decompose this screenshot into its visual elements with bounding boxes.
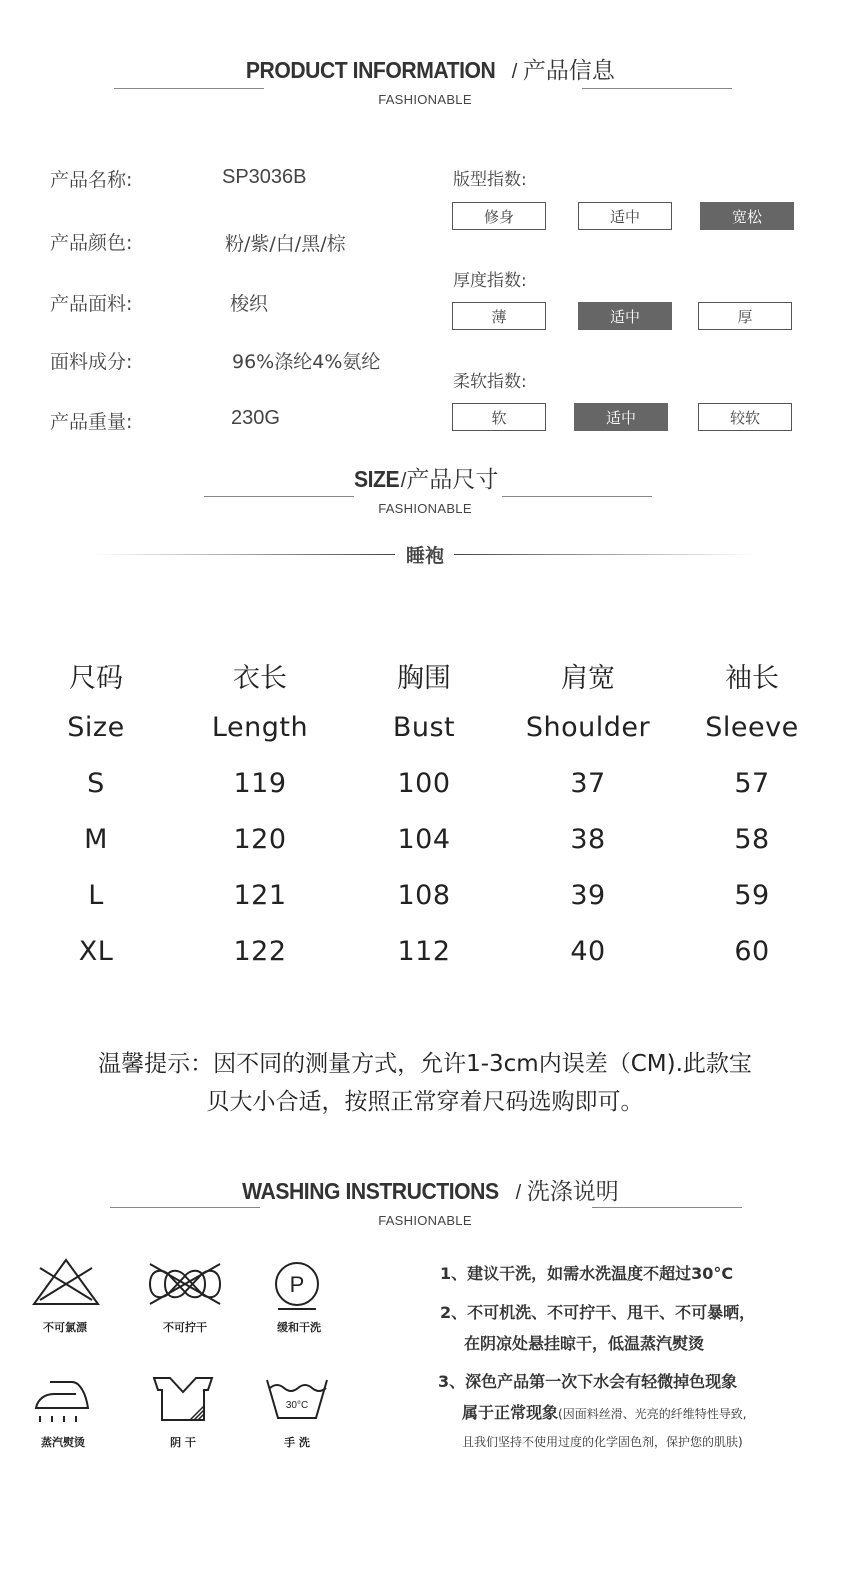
header-rule-right (582, 88, 732, 89)
table-header-cn: 袖长 (725, 663, 779, 694)
table-cell: 40 (570, 936, 606, 967)
table-cell: 104 (397, 824, 451, 855)
table-cell: 121 (233, 880, 287, 911)
washing-title-en: WASHING INSTRUCTIONS (242, 1178, 499, 1204)
table-cell: S (87, 768, 105, 799)
header-rule-left (114, 88, 264, 89)
measurement-tip-line1: 温馨提示：因不同的测量方式，允许1-3cm内误差（CM).此款宝 (98, 1051, 752, 1077)
size-title-cn: 产品尺寸 (406, 467, 499, 493)
table-header-en: Sleeve (705, 712, 799, 743)
table-header-en: Size (67, 712, 125, 743)
fit-index-label: 版型指数: (453, 170, 527, 190)
info-label-weight: 产品重量: (50, 411, 133, 433)
wash-note-3b (462, 1400, 747, 1423)
table-cell: 57 (734, 768, 770, 799)
wash-note-3b-main: 属于正常现象 (462, 1403, 559, 1422)
title-separator: / (506, 61, 523, 83)
washing-rule-left (110, 1207, 260, 1208)
washing-title-cn: 洗涤说明 (526, 1179, 619, 1205)
wash-note-2b: 在阴凉处悬挂晾干，低温蒸汽熨烫 (464, 1334, 705, 1353)
wash-note-1: 1、建议干洗，如需水洗温度不超过30°C (440, 1264, 734, 1283)
product-info-title-cn: 产品信息 (522, 58, 615, 84)
product-info-subtitle: FASHIONABLE (378, 92, 472, 107)
softness-option-soft: 软 (452, 403, 546, 431)
no-wring-icon (144, 1262, 226, 1306)
softness-index-label: 柔软指数: (453, 372, 527, 392)
table-header-cn: 尺码 (69, 663, 123, 694)
category-label: 睡袍 (405, 545, 444, 567)
info-value-composition: 96%涤纶4%氨纶 (232, 351, 381, 373)
info-value-color: 粉/紫/白/黑/棕 (225, 233, 346, 255)
wash-note-3c (462, 1431, 743, 1450)
table-cell: 59 (734, 880, 770, 911)
table-header-cn: 胸围 (397, 663, 451, 694)
thickness-option-thick: 厚 (698, 302, 792, 330)
softness-option-softer: 较软 (698, 403, 792, 431)
wash-caption: 不可拧干 (163, 1321, 207, 1334)
size-title-en: SIZE (353, 466, 399, 492)
info-label-color: 产品颜色: (50, 232, 133, 254)
info-label-composition: 面料成分: (50, 351, 133, 373)
washing-rule-right (592, 1207, 742, 1208)
info-value-name: SP3036B (222, 166, 307, 188)
info-value-fabric: 梭织 (230, 293, 269, 315)
measurement-tip-line2: 贝大小合适，按照正常穿着尺码选购即可。 (206, 1089, 644, 1115)
table-cell: 37 (570, 768, 606, 799)
table-cell: 58 (734, 824, 770, 855)
table-cell: M (84, 824, 108, 855)
table-header-en: Shoulder (525, 712, 651, 743)
no-bleach-icon (32, 1258, 100, 1308)
table-cell: 38 (570, 824, 606, 855)
wash-caption: 阴 干 (170, 1436, 196, 1449)
hand-wash-temp: 30°C (285, 1400, 309, 1411)
softness-option-medium: 适中 (574, 403, 668, 431)
thickness-option-thin: 薄 (452, 302, 546, 330)
table-cell: 112 (397, 936, 451, 967)
thickness-index-label: 厚度指数: (453, 271, 527, 291)
table-cell: 119 (233, 768, 287, 799)
fit-option-regular: 适中 (578, 202, 672, 230)
wash-caption: 蒸汽熨烫 (41, 1436, 85, 1449)
size-subtitle: FASHIONABLE (378, 501, 472, 516)
wash-note-3c-detail: 且我们坚持不使用过度的化学固色剂，保护您的肌肤) (462, 1435, 743, 1449)
product-info-title-en: PRODUCT INFORMATION (245, 57, 496, 83)
table-cell: L (88, 880, 104, 911)
wash-note-3a: 3、深色产品第一次下水会有轻微掉色现象 (438, 1372, 738, 1391)
table-cell: 122 (233, 936, 287, 967)
table-header-en: Bust (392, 712, 456, 743)
fit-option-loose: 宽松 (700, 202, 794, 230)
washing-subtitle: FASHIONABLE (378, 1213, 472, 1228)
wash-caption: 手 洗 (284, 1436, 310, 1449)
info-label-name: 产品名称: (50, 169, 133, 191)
table-cell: XL (78, 936, 114, 967)
steam-iron-icon (32, 1376, 92, 1428)
washing-title (0, 1173, 850, 1206)
table-cell: 120 (233, 824, 287, 855)
size-title-separator: / (400, 470, 407, 492)
hand-wash-icon (264, 1376, 330, 1422)
wash-caption: 缓和干洗 (277, 1321, 321, 1334)
table-cell: 39 (570, 880, 606, 911)
size-rule-right (502, 496, 652, 497)
product-info-title (0, 52, 850, 85)
size-title (0, 461, 850, 494)
washing-title-separator: / (510, 1182, 527, 1204)
gentle-dry-clean-icon (272, 1261, 322, 1311)
info-value-weight: 230G (231, 407, 280, 429)
table-header-cn: 肩宽 (561, 663, 615, 694)
table-header-en: Length (211, 712, 309, 743)
table-cell: 100 (397, 768, 451, 799)
table-cell: 60 (734, 936, 770, 967)
svg-text:P: P (289, 1272, 305, 1297)
wash-caption: 不可氯漂 (43, 1321, 87, 1334)
wash-note-3b-detail: (因面料丝滑、光亮的纤维特性导致, (558, 1407, 747, 1421)
info-label-fabric: 产品面料: (50, 293, 133, 315)
wash-note-2a: 2、不可机洗、不可拧干、甩干、不可暴晒， (440, 1303, 756, 1322)
table-cell: 108 (397, 880, 451, 911)
fit-option-slim: 修身 (452, 202, 546, 230)
shade-dry-icon (150, 1374, 216, 1424)
size-rule-left (204, 496, 354, 497)
thickness-option-medium: 适中 (578, 302, 672, 330)
table-header-cn: 衣长 (233, 663, 287, 694)
